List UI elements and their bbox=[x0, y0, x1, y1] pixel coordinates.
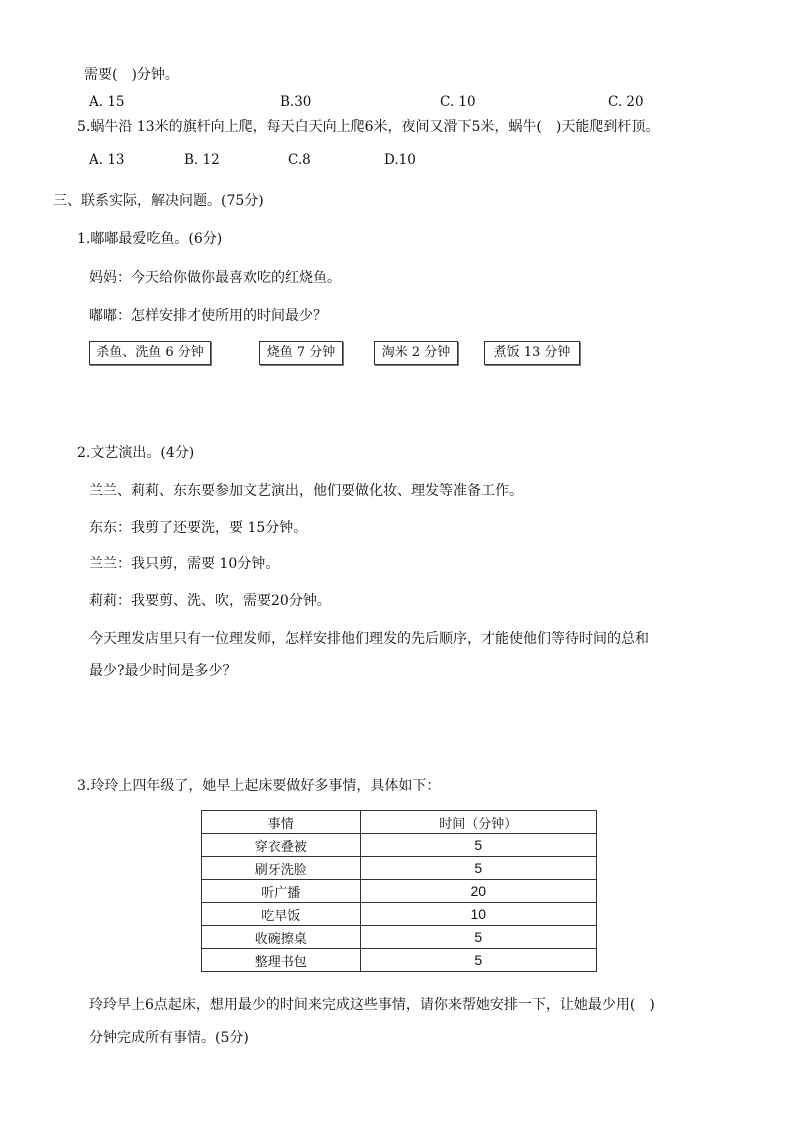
time-cell: 5 bbox=[360, 834, 596, 857]
table-row bbox=[202, 926, 597, 949]
task-box-cook-rice: 煮饭 13 分钟 bbox=[484, 341, 580, 365]
problem-2-line-6: 最少?最少时间是多少？ bbox=[89, 663, 237, 679]
q4-option-a: A. 15 bbox=[89, 94, 125, 110]
q5-option-c: C.8 bbox=[288, 152, 311, 168]
q4-option-c: C. 10 bbox=[440, 94, 476, 110]
problem-2-line-2: 东东：我剪了还要洗，要 15分钟。 bbox=[89, 520, 308, 536]
q5-text: 5.蜗牛沿 13米的旗杆向上爬，每天白天向上爬6米，夜间又滑下5米，蜗牛( )天能爬到杆顶。 bbox=[77, 119, 660, 135]
task-cell: 吃早饭 bbox=[202, 903, 361, 926]
table-row bbox=[202, 880, 597, 903]
q5-option-a: A. 13 bbox=[89, 152, 125, 168]
problem-2-line-4: 莉莉：我要剪、洗、吹，需要20分钟。 bbox=[89, 593, 331, 609]
task-cell: 听广播 bbox=[202, 880, 361, 903]
table-row bbox=[202, 834, 597, 857]
problem-2-line-3: 兰兰：我只剪，需要 10分钟。 bbox=[89, 556, 280, 572]
q4-tail-text: 需要( )分钟。 bbox=[84, 67, 179, 83]
time-cell: 5 bbox=[360, 949, 596, 972]
section-3-title: 三、联系实际，解决问题。(75分) bbox=[53, 193, 264, 209]
q5-option-d: D.10 bbox=[384, 152, 416, 168]
q5-option-b: B. 12 bbox=[184, 152, 220, 168]
time-cell: 5 bbox=[360, 857, 596, 880]
problem-1-title: 1.嘟嘟最爱吃鱼。(6分) bbox=[77, 231, 223, 247]
table-row bbox=[202, 903, 597, 926]
table-row bbox=[202, 857, 597, 880]
q4-option-b: B.30 bbox=[280, 94, 312, 110]
problem-3-line-1: 玲玲早上6点起床，想用最少的时间来完成这些事情，请你来帮她安排一下，让她最少用( ) bbox=[89, 997, 655, 1013]
task-box-wash-rice: 淘米 2 分钟 bbox=[374, 341, 458, 365]
task-box-kill-wash-fish: 杀鱼、洗鱼 6 分钟 bbox=[89, 341, 211, 365]
task-cell: 整理书包 bbox=[202, 949, 361, 972]
problem-1-line-1: 妈妈：今天给你做你最喜欢吃的红烧鱼。 bbox=[89, 270, 341, 286]
problem-3-title: 3.玲玲上四年级了，她早上起床要做好多事情，具体如下： bbox=[77, 778, 441, 794]
problem-1-line-2: 嘟嘟：怎样安排才使所用的时间最少？ bbox=[89, 308, 327, 324]
table-row bbox=[202, 949, 597, 972]
task-box-cook-fish: 烧鱼 7 分钟 bbox=[259, 341, 343, 365]
column-header-time: 时间（分钟） bbox=[360, 811, 596, 834]
schedule-table bbox=[201, 810, 597, 972]
problem-2-line-1: 兰兰、莉莉、东东要参加文艺演出，他们要做化妆、理发等准备工作。 bbox=[89, 483, 523, 499]
task-cell: 穿衣叠被 bbox=[202, 834, 361, 857]
q4-option-d: C. 20 bbox=[608, 94, 644, 110]
problem-2-title: 2.文艺演出。(4分) bbox=[77, 445, 195, 461]
table-header-row bbox=[202, 811, 597, 834]
task-cell: 刷牙洗脸 bbox=[202, 857, 361, 880]
problem-3-line-2: 分钟完成所有事情。(5分) bbox=[89, 1030, 249, 1046]
time-cell: 20 bbox=[360, 880, 596, 903]
task-cell: 收碗擦桌 bbox=[202, 926, 361, 949]
problem-2-line-5: 今天理发店里只有一位理发师，怎样安排他们理发的先后顺序，才能使他们等待时间的总和 bbox=[89, 631, 649, 647]
column-header-task: 事情 bbox=[202, 811, 361, 834]
time-cell: 10 bbox=[360, 903, 596, 926]
time-cell: 5 bbox=[360, 926, 596, 949]
